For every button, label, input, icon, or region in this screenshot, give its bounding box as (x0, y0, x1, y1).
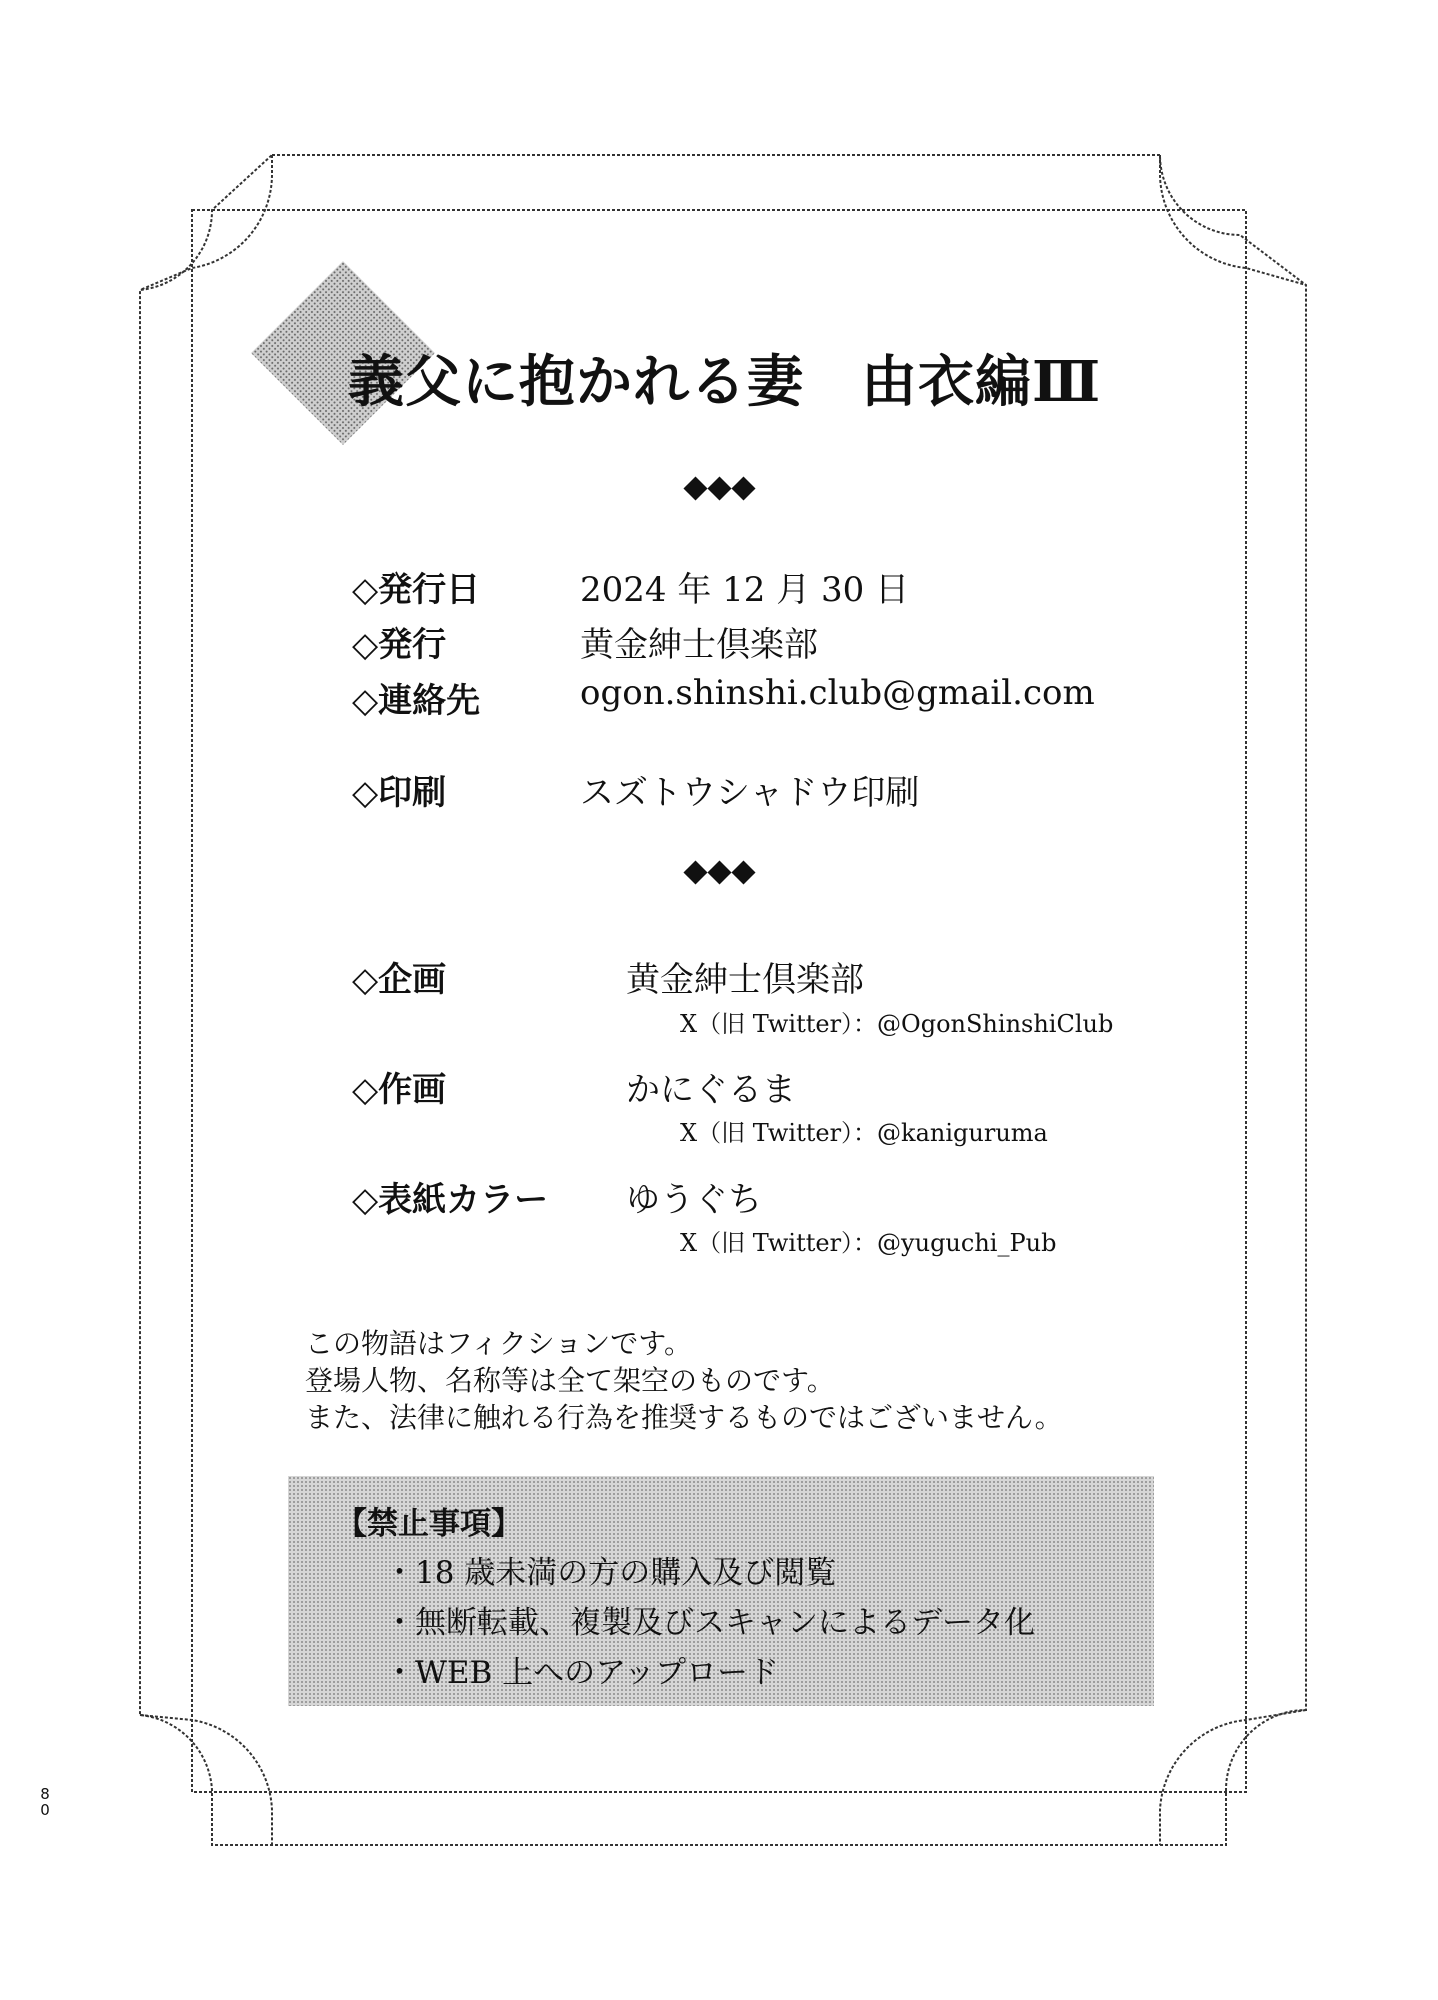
label-artist: ◇作画 (352, 1070, 447, 1110)
disclaimer (305, 1325, 1063, 1436)
planning-name: 黄金紳士倶楽部 (626, 960, 864, 1000)
cover-color-account: X（旧 Twitter）：@yuguchi_Pub (680, 1229, 1057, 1257)
diamond-divider-middle (681, 860, 761, 888)
planning-account: X（旧 Twitter）：@OgonShinshiClub (680, 1010, 1114, 1038)
printer: スズトウシャドウ印刷 (580, 773, 920, 813)
prohibited-box (288, 1476, 1154, 1706)
prohibited-list (384, 1548, 1035, 1698)
prohibited-title: 【禁止事項】 (336, 1506, 522, 1542)
label-publish-date: ◇発行日 (352, 570, 481, 610)
publish-date: 2024 年 12 月 30 日 (580, 570, 910, 610)
diamond-divider-top (681, 476, 761, 504)
disclaimer-line: 登場人物、名称等は全て架空のものです。 (305, 1364, 835, 1397)
label-printer: ◇印刷 (352, 773, 447, 813)
prohibited-item: ・18 歳未満の方の購入及び閲覧 (384, 1555, 837, 1591)
prohibited-item: ・無断転載、複製及びスキャンによるデータ化 (384, 1605, 1035, 1641)
disclaimer-line: また、法律に触れる行為を推奨するものではございません。 (305, 1401, 1063, 1434)
label-contact: ◇連絡先 (352, 681, 481, 721)
disclaimer-line: この物語はフィクションです。 (305, 1327, 692, 1360)
label-cover-color: ◇表紙カラー (352, 1180, 549, 1220)
contact-email: ogon.shinshi.club@gmail.com (580, 673, 1095, 713)
page-number (38, 1786, 52, 1818)
page-number-digit: 8 (40, 1785, 50, 1803)
cover-color-name: ゆうぐち (626, 1180, 762, 1220)
book-title: 義父に抱かれる妻 由衣編Ⅲ (348, 349, 1102, 415)
artist-account: X（旧 Twitter）：@kaniguruma (680, 1119, 1048, 1147)
label-publisher: ◇発行 (352, 625, 447, 665)
page-number-digit: 0 (40, 1801, 50, 1819)
label-planning: ◇企画 (352, 960, 447, 1000)
artist-name: かにぐるま (626, 1070, 796, 1110)
prohibited-item: ・WEB 上へのアップロード (384, 1655, 779, 1691)
publisher: 黄金紳士倶楽部 (580, 625, 818, 665)
